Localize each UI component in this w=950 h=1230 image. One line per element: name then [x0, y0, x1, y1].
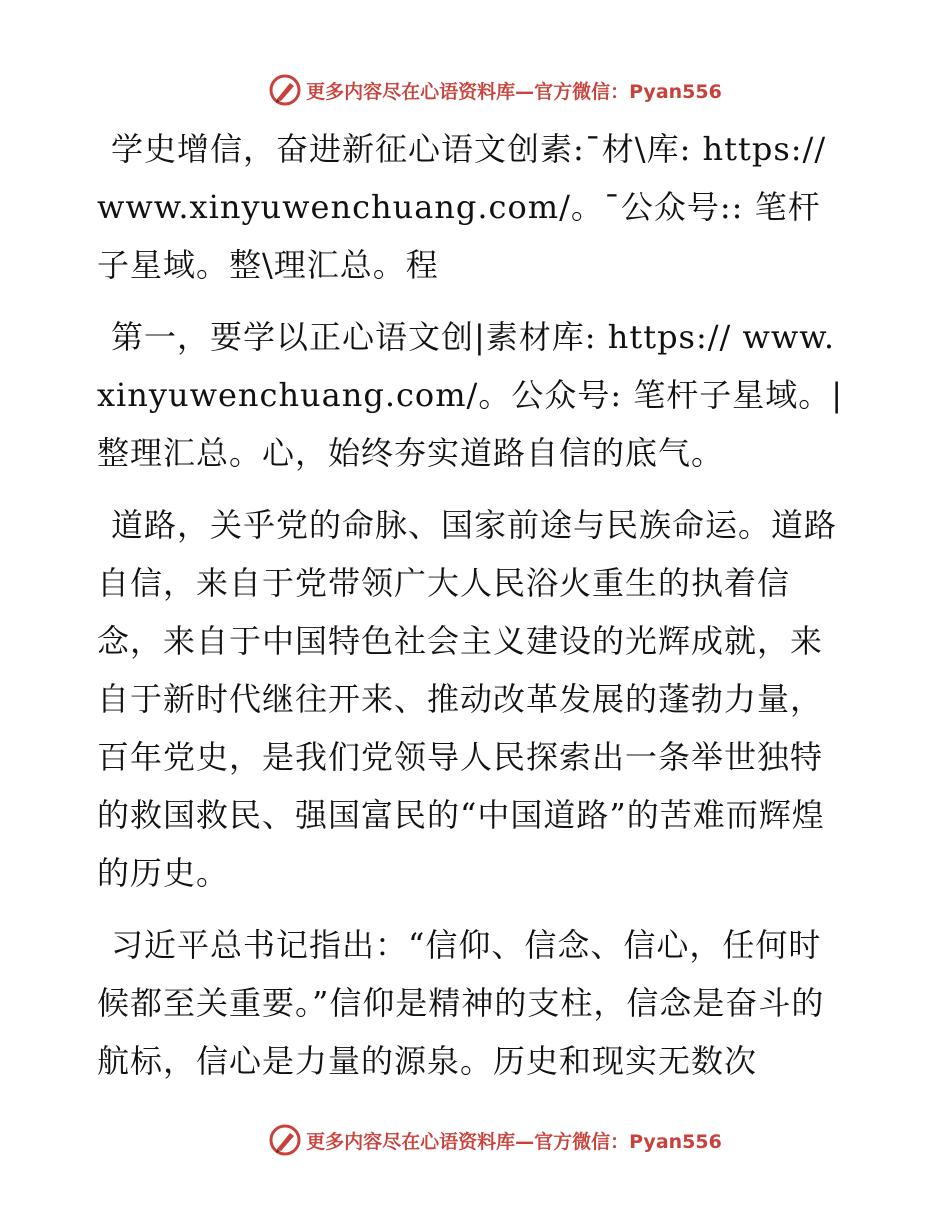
banner-content [268, 1123, 722, 1157]
banner-content [268, 73, 722, 107]
paragraph-intro: 学史增信，奋进新征心语文创素:¯材\库: https://www.xinyuwenchuang.com/。¯公众号:: 笔杆子星域。整\理汇总。程 [97, 130, 827, 284]
banner-text: 更多内容尽在心语资料库—官方微信：Pyan556 [306, 1130, 722, 1153]
footer-watermark-banner [0, 1120, 950, 1160]
header-watermark-banner [0, 70, 950, 110]
pen-logo-icon [268, 1123, 302, 1157]
banner-text: 更多内容尽在心语资料库—官方微信：Pyan556 [306, 80, 722, 103]
paragraph-road: 道路，关乎党的命脉、国家前途与民族命运。道路自信，来自于党带领广大人民浴火重生的执着信念，来自于中国特色社会主义建设的光辉成就，来自于新时代继往开来、推动改革发展的蓬勃力量，百年党史，是我们党领导人民探索出一条举世独特的救国救民、强国富民的“中国道路”的苦难而辉煌的历史。 [97, 506, 838, 892]
paragraph-quote: 习近平总书记指出：“信仰、信念、信心，任何时候都至关重要。”信仰是精神的支柱，信念是奋斗的航标，信心是力量的源泉。历史和现实无数次 [97, 926, 825, 1080]
pen-logo-icon [268, 73, 302, 107]
paragraph-point-one: 第一，要学以正心语文创|素材库: https:// www.xinyuwenchuang.com/。公众号: 笔杆子星域。|整理汇总。心，始终夯实道路自信的底气。 [97, 318, 844, 472]
document-body [97, 120, 853, 1090]
